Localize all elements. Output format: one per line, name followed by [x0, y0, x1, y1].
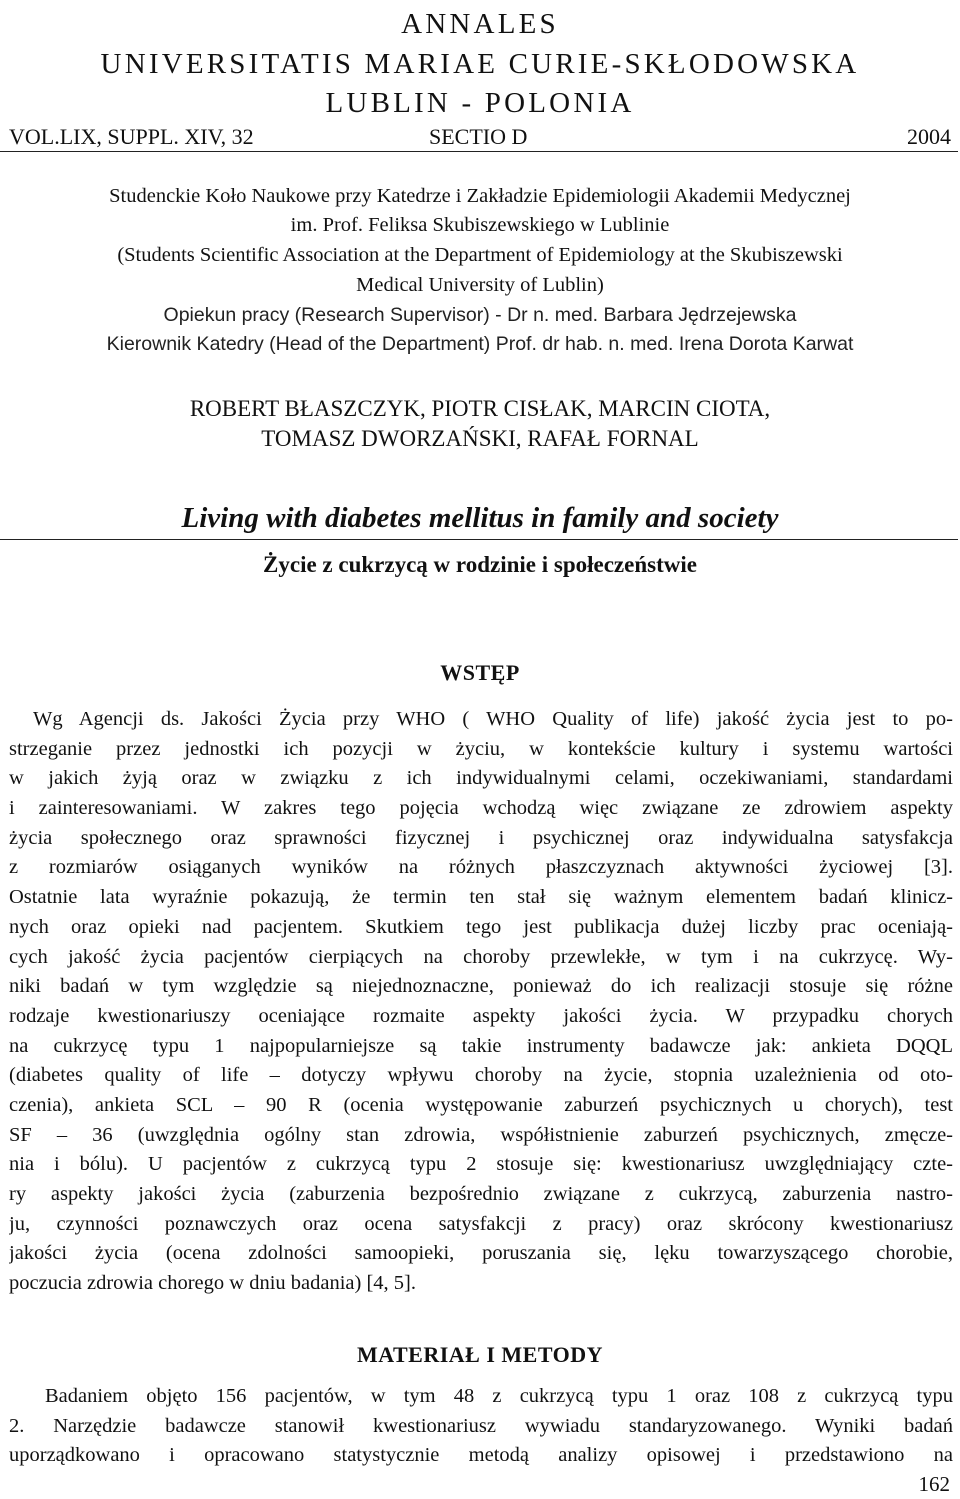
supervisor-line: Opiekun pracy (Research Supervisor) - Dr n. med. Barbara Jędrzejewska	[163, 304, 797, 326]
intro-line: strzeganie przez jednostki ich pozycji w życiu, w kontekście kultury i systemu wartości	[9, 737, 953, 760]
intro-line: cych jakość życia pacjentów cierpiących na choroby przewlekłe, w tym i na cukrzycę. Wy-	[9, 945, 953, 968]
intro-line: nia i bólu). U pacjentów z cukrzycą typu 2 stosuje się: kwestionariusz uwzględniający czte-	[9, 1153, 953, 1176]
section-info: SECTIO D	[429, 124, 528, 149]
intro-line: z rozmiarów osiąganych wyników na różnych płaszczyznach aktywności życiowej [3].	[9, 856, 953, 879]
intro-line: życia społecznego oraz sprawności fizycznej i psychicznej oraz indywidualna satysfakcja	[9, 826, 953, 849]
intro-line: nych oraz opieki nad pacjentem. Skutkiem tego jest publikacja dużej liczby prac oceniają-	[9, 915, 953, 938]
intro-line: na cukrzycę typu 1 najpopularniejsze są takie instrumenty badawcze jak: ankieta DQQL	[9, 1034, 953, 1057]
title-rule	[0, 539, 958, 540]
intro-line: Wg Agencji ds. Jakości Życia przy WHO ( WHO Quality of life) jakość życia jest to po-	[33, 708, 953, 730]
affiliation-line4: Medical University of Lublin)	[356, 274, 604, 296]
page-number: 162	[918, 1472, 950, 1496]
authors-line2: TOMASZ DWORZAŃSKI, RAFAŁ FORNAL	[261, 426, 699, 451]
authors-line1: ROBERT BŁASZCZYK, PIOTR CISŁAK, MARCIN CIOTA,	[189, 396, 771, 421]
intro-line: czenia), ankieta SCL – 90 R (ocenia występowanie zaburzeń psychicznych u chorych), test	[9, 1093, 953, 1116]
affiliation-line1: Studenckie Koło Naukowe przy Katedrze i Zakładzie Epidemiologii Akademii Medycznej	[109, 185, 851, 207]
journal-title-line3: LUBLIN - POLONIA	[325, 87, 635, 119]
article-title-polish: Życie z cukrzycą w rodzinie i społeczeństwie	[263, 552, 697, 577]
affiliation-line3: (Students Scientific Association at the Department of Epidemiology at the Skubiszewski	[117, 244, 843, 266]
year: 2004	[907, 124, 951, 149]
affiliation-line2: im. Prof. Feliksa Skubiszewskiego w Lublinie	[290, 214, 670, 236]
journal-title-line2: UNIVERSITATIS MARIAE CURIE-SKŁODOWSKA	[100, 48, 860, 80]
intro-line: niki badań w tym względzie są niejednoznaczne, ponieważ do ich realizacji stosuje się różne	[9, 975, 953, 998]
intro-line: ry aspekty jakości życia (zaburzenia bezpośrednio związane z cukrzycą, zaburzenia nastro-	[9, 1183, 953, 1205]
intro-line: SF – 36 (uwzględnia ogólny stan zdrowia, współistnienie zaburzeń psychicznych, zmęcze-	[9, 1123, 953, 1146]
intro-line: (diabetes quality of life – dotyczy wpływu choroby na życie, stopnia uzależnienia od oto-	[9, 1064, 953, 1087]
section-heading-methods: MATERIAŁ I METODY	[356, 1342, 604, 1367]
intro-line: w jakich żyją oraz w związku z ich indywidualnymi celami, oczekiwaniami, standardami	[9, 767, 953, 790]
methods-line: Badaniem objęto 156 pacjentów, w tym 48 z cukrzycą typu 1 oraz 108 z cukrzycą typu	[45, 1385, 953, 1407]
intro-line: ju, czynności poznawczych oraz ocena satysfakcji z pracy) oraz skrócony kwestionariusz	[9, 1212, 953, 1235]
intro-line: poczucia zdrowia chorego w dniu badania) [4, 5].	[9, 1272, 416, 1295]
section-heading-intro: WSTĘP	[440, 660, 520, 685]
journal-title-line1: ANNALES	[401, 8, 559, 40]
methods-line: 2. Narzędzie badawcze stanowił kwestionariusz wywiadu standaryzowanego. Wyniki badań	[9, 1414, 953, 1437]
intro-line: rodzaje kwestionariuszy oceniające rozmaite aspekty jakości życia. W przypadku chorych	[9, 1004, 953, 1027]
methods-line: uporządkowano i opracowano statystycznie metodą analizy opisowej i przedstawiono na	[9, 1444, 953, 1467]
department-head-line: Kierownik Katedry (Head of the Department) Prof. dr hab. n. med. Irena Dorota Karwat	[106, 333, 854, 355]
intro-paragraph	[9, 705, 953, 1299]
methods-paragraph	[9, 1382, 953, 1471]
intro-line: jakości życia (ocena zdolności samoopieki, poruszania się, lęku towarzyszącego chorobie,	[9, 1242, 953, 1265]
volume-info: VOL.LIX, SUPPL. XIV, 32	[9, 124, 254, 149]
header-rule	[0, 151, 958, 152]
article-title-english: Living with diabetes mellitus in family and society	[181, 502, 779, 534]
intro-line: Ostatnie lata wyraźnie pokazują, że termin ten stał się ważnym elementem badań klinicz-	[9, 886, 953, 909]
intro-line: i zainteresowaniami. W zakres tego pojęcia wchodzą więc związane ze zdrowiem aspekty	[9, 797, 953, 820]
